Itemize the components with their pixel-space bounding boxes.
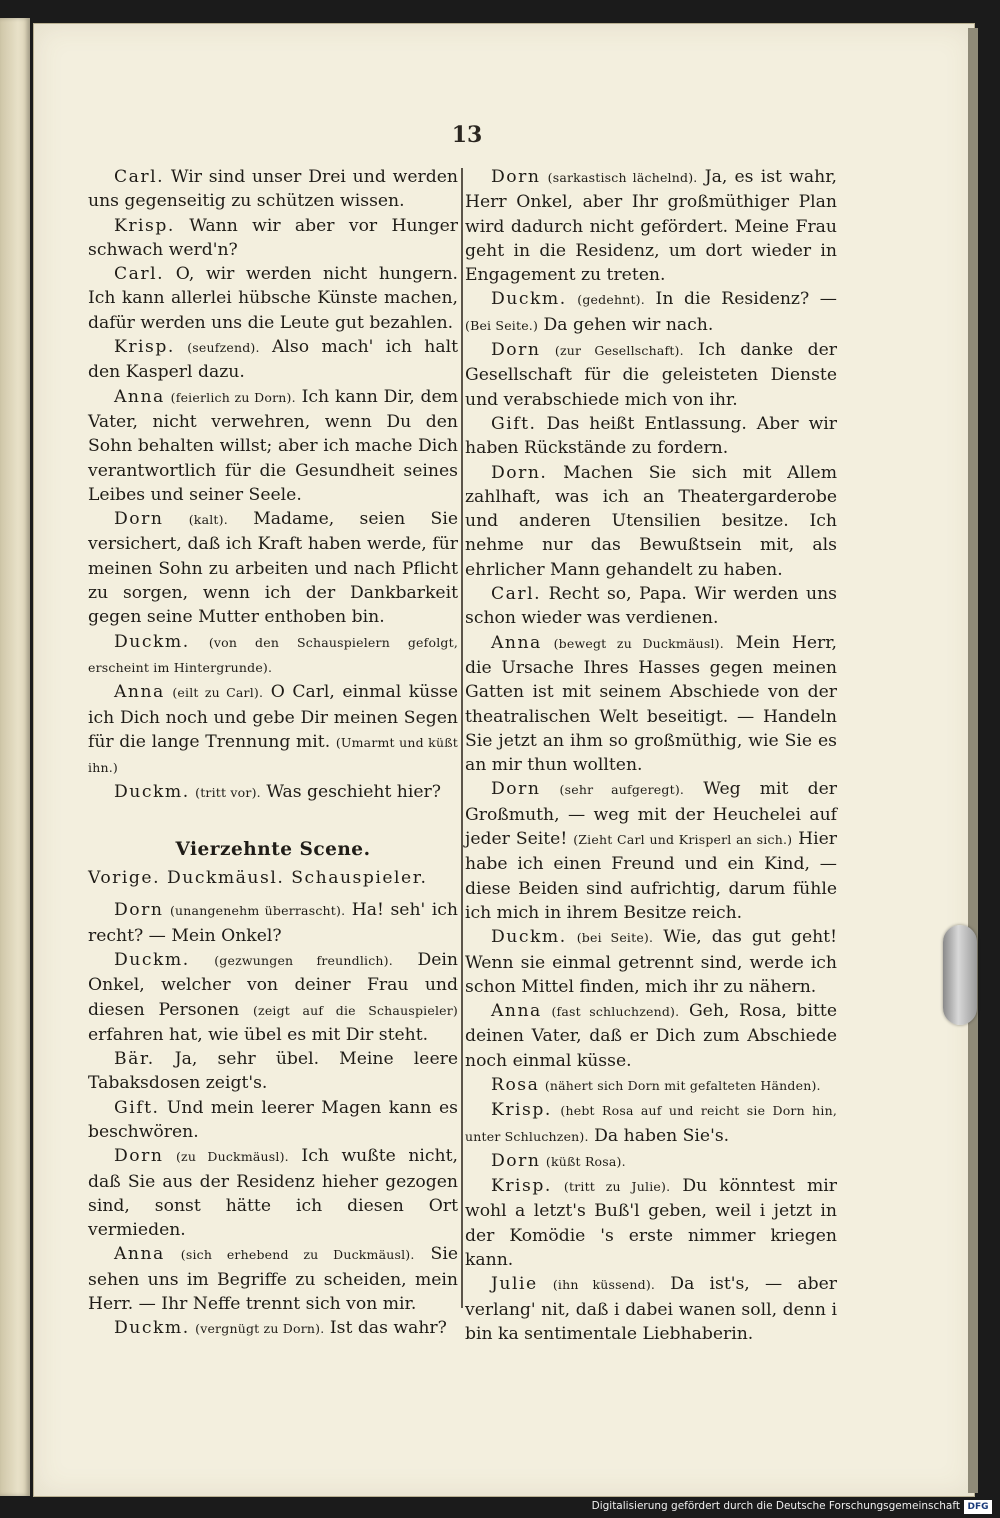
dialogue-line — [465, 338, 837, 412]
paper-clip — [943, 925, 977, 1025]
dialogue-line — [88, 165, 458, 214]
dialogue-text: Ich danke der Gesellschaft für die geleisteten Dienste und verabschiede mich von ihr. — [465, 340, 838, 410]
speaker-name: Dorn — [114, 509, 164, 530]
stage-direction: (bei Seite). — [576, 930, 654, 946]
speaker-name: Dorn. — [491, 462, 548, 483]
stage-direction: (zur Gesellschaft). — [554, 343, 684, 359]
stage-direction: (sehr aufgeregt). — [559, 782, 685, 798]
speaker-name: Carl. — [491, 584, 542, 605]
speaker-name: Anna — [491, 632, 542, 653]
stage-direction: (von den Schauspielern gefolgt, erscheint im Hintergrunde). — [88, 634, 458, 675]
speaker-name: Dorn — [491, 779, 541, 800]
speaker-name: Dorn — [491, 1150, 541, 1171]
dialogue-line — [88, 630, 458, 681]
speaker-name: Duckm. — [114, 782, 190, 803]
dialogue-line — [465, 1272, 837, 1346]
dialogue-text: Das heißt Entlassung. Aber wir haben Rückstände zu fordern. — [465, 413, 837, 459]
dialogue-text: erfahren hat, wie übel es mit Dir steht. — [88, 1024, 429, 1045]
speaker-name: Duckm. — [491, 289, 567, 310]
dialogue-line — [88, 1316, 458, 1341]
dialogue-line — [465, 1174, 837, 1272]
stage-direction: (sarkastisch lächelnd). — [547, 170, 698, 185]
dialogue-line — [88, 948, 458, 1047]
dialogue-line — [88, 780, 458, 805]
dialogue-text: Geh, Rosa, bitte deinen Vater, daß er Dich zum Abschiede noch einmal küsse. — [465, 1001, 837, 1071]
speaker-name: Bär. — [114, 1049, 155, 1070]
speaker-name: Krisp. — [491, 1176, 552, 1197]
speaker-name: Carl. — [114, 264, 165, 285]
stage-direction: (küßt Rosa). — [545, 1153, 626, 1169]
dialogue-line — [465, 925, 837, 999]
speaker-name: Carl. — [114, 167, 165, 187]
previous-page-edge — [0, 18, 30, 1496]
page-number: 13 — [451, 122, 483, 148]
dialogue-text: O, wir werden nicht hungern. Ich kann allerlei hübsche Künste machen, dafür werden uns die Leute gut bezahlen. — [88, 264, 459, 333]
stage-direction: (vergnügt zu Dorn). — [195, 1321, 325, 1337]
dialogue-line — [88, 335, 458, 385]
speaker-name: Anna — [114, 682, 165, 703]
stage-direction: (Bei Seite.) — [465, 317, 539, 333]
dialogue-text: Ich wußte nicht, daß Sie aus der Residenz hieher gezogen sind, sonst hätte ich diesen Ort vermieden. — [88, 1146, 458, 1241]
dialogue-line — [465, 777, 837, 925]
dialogue-text: Dein Onkel, welcher von deiner Frau und diesen Personen — [88, 949, 458, 1020]
stage-direction: (gezwungen freundlich). — [214, 952, 393, 968]
right-column — [465, 165, 837, 1346]
dialogue-line — [465, 165, 837, 287]
speaker-name: Duckm. — [114, 949, 190, 970]
dialogue-line — [88, 1047, 458, 1096]
stage-direction: (nähert sich Dorn mit gefalteten Händen). — [544, 1077, 821, 1093]
dialogue-line — [88, 898, 458, 948]
dialogue-text: Sie sehen uns im Begriffe zu scheiden, mein Herr. — Ihr Neffe trennt sich von mir. — [88, 1244, 458, 1315]
speaker-name: Anna — [114, 1244, 165, 1265]
stage-direction: (ihn küssend). — [552, 1277, 656, 1293]
dialogue-text: Weg mit der Großmuth, — weg mit der Heuchelei auf jeder Seite! — [465, 779, 837, 850]
dialogue-text: Da ist's, — aber verlang' nit, daß i dabei wanen soll, denn i bin ka sentimentale Liebhaberin. — [465, 1274, 837, 1344]
dialogue-line — [465, 1149, 837, 1174]
dialogue-text: Mein Herr, die Ursache Ihres Hasses gegen meinen Gatten ist mit seinem Abschiede von der theatralischen Welt beseitigt. — Handeln Sie jetzt an ihm so großmüthig, wie Sie es an mir thun wollten. — [465, 632, 838, 776]
dialogue-line — [465, 1098, 837, 1149]
dialogue-text: Recht so, Papa. Wir werden uns schon wieder was verdienen. — [465, 584, 837, 629]
dialogue-line — [465, 631, 837, 778]
dialogue-line — [88, 507, 458, 629]
stage-direction: (feierlich zu Dorn). — [170, 389, 296, 405]
left-column — [88, 165, 458, 1342]
dialogue-line — [88, 680, 458, 780]
digitization-credit: Digitalisierung gefördert durch die Deutsche Forschungsgemeinschaft — [591, 1500, 960, 1512]
dialogue-text: Da haben Sie's. — [594, 1125, 730, 1146]
speaker-name: Julie — [491, 1274, 538, 1295]
speaker-name: Dorn — [114, 1146, 164, 1167]
stage-direction: (tritt zu Julie). — [563, 1179, 671, 1195]
dialogue-text: Was geschieht hier? — [266, 782, 441, 803]
stage-direction: (bewegt zu Duckmäusl). — [553, 635, 724, 651]
speaker-name: Gift. — [114, 1097, 160, 1118]
stage-direction: (tritt vor). — [195, 785, 261, 801]
dialogue-line — [88, 214, 458, 263]
stage-direction: (unangenehm überrascht). — [169, 903, 346, 919]
dialogue-text: Wir sind unser Drei und werden uns gegenseitig zu schützen wissen. — [88, 167, 458, 212]
dialogue-text: Machen Sie sich mit Allem zahlhaft, was ich an Theatergarderobe und anderen Utensilien besitze. Ich nehme nur das Bewußtsein mit, als ehrlicher Mann gehandelt zu haben. — [465, 462, 838, 580]
dialogue-text: Da gehen wir nach. — [543, 314, 714, 335]
stage-direction: (gedehnt). — [577, 292, 645, 308]
dialogue-line — [465, 999, 837, 1073]
dialogue-line — [465, 1073, 837, 1098]
dialogue-text: Wann wir aber vor Hunger schwach werd'n? — [88, 215, 459, 260]
speaker-name: Gift. — [491, 413, 537, 434]
dialogue-text: Madame, seien Sie versichert, daß ich Kraft haben werde, für meinen Sohn zu arbeiten und nach Pflicht zu sorgen, wenn ich der Dankbarkeit gegen seine Mutter enthoben bin. — [88, 509, 458, 628]
dialogue-text: In die Residenz? — — [655, 289, 837, 310]
stage-direction: (sich erhebend zu Duckmäusl). — [180, 1247, 415, 1263]
dialogue-text: Wie, das gut geht! Wenn sie einmal getrennt sind, werde ich schon Mittel finden, mich ihr zu nähern. — [465, 927, 837, 997]
stage-direction: (Umarmt und küßt ihn.) — [88, 734, 458, 776]
column-divider — [461, 168, 463, 1308]
stage-direction: (Zieht Carl und Krisperl an sich.) — [573, 832, 793, 848]
speaker-name: Anna — [114, 386, 165, 407]
stage-direction: (zeigt auf die Schauspieler) — [252, 1002, 458, 1018]
speaker-name: Krisp. — [114, 215, 175, 236]
scene-cast: Vorige. Duckmäusl. Schauspieler. — [88, 868, 428, 889]
stage-direction: (kalt). — [188, 512, 228, 528]
page-right-edge — [968, 28, 978, 1493]
dialogue-text: Also mach' ich halt den Kasperl dazu. — [88, 337, 459, 383]
dialogue-text: Ja, sehr übel. Meine leere Tabaksdosen zeigt's. — [88, 1049, 459, 1094]
speaker-name: Duckm. — [114, 1318, 190, 1339]
speaker-name: Dorn — [491, 340, 541, 361]
dialogue-text: Und mein leerer Magen kann es beschwören. — [88, 1097, 458, 1142]
stage-direction: (fast schluchzend). — [551, 1004, 680, 1020]
dfg-logo: DFG — [964, 1500, 992, 1514]
dialogue-line — [465, 287, 837, 338]
dialogue-line — [88, 1096, 458, 1145]
dialogue-line — [465, 412, 837, 461]
dialogue-line — [88, 1242, 458, 1316]
stage-direction: (hebt Rosa auf und reicht sie Dorn hin, unter Schluchzen). — [465, 1103, 837, 1144]
dialogue-text: Hier habe ich einen Freund und ein Kind, — diese Beiden sind aufrichtig, darum fühle ich mich in ihrem Besitze reich. — [465, 829, 838, 923]
dialogue-line — [88, 1144, 458, 1242]
dialogue-text: Ja, es ist wahr, Herr Onkel, aber Ihr großmüthiger Plan wird dadurch nicht gefördert. Meine Frau geht in die Residenz, um dort wieder in Engagement zu treten. — [465, 167, 838, 286]
speaker-name: Duckm. — [491, 927, 567, 948]
speaker-name: Krisp. — [114, 337, 175, 358]
stage-direction: (seufzend). — [187, 340, 260, 356]
speaker-name: Dorn — [491, 167, 541, 187]
dialogue-text: Ha! seh' ich recht? — Mein Onkel? — [88, 900, 458, 946]
dialogue-text: O Carl, einmal küsse ich Dich noch und gebe Dir meinen Segen für die lange Trennung mit. — [88, 682, 459, 752]
dialogue-line — [88, 262, 458, 335]
scene-title: Vierzehnte Scene. — [175, 838, 371, 860]
speaker-name: Rosa — [491, 1074, 540, 1095]
stage-direction: (zu Duckmäusl). — [175, 1149, 289, 1165]
speaker-name: Dorn — [114, 900, 164, 921]
speaker-name: Krisp. — [491, 1100, 552, 1121]
dialogue-text: Ist das wahr? — [329, 1318, 447, 1339]
speaker-name: Anna — [491, 1001, 542, 1022]
stage-direction: (eilt zu Carl). — [172, 685, 264, 701]
dialogue-line — [465, 582, 837, 631]
speaker-name: Duckm. — [114, 631, 190, 652]
dialogue-text: Ich kann Dir, dem Vater, nicht verwehren, wenn Du den Sohn behalten willst; aber ich mache Dich verantwortlich für die Gesundheit seines Leibes und seiner Seele. — [88, 386, 459, 505]
dialogue-line — [465, 461, 837, 582]
dialogue-line — [88, 385, 458, 507]
dialogue-text: Du könntest mir wohl a letzt's Buß'l geben, weil i jetzt in der Komödie 's erste nimmer kriegen kann. — [465, 1176, 837, 1271]
